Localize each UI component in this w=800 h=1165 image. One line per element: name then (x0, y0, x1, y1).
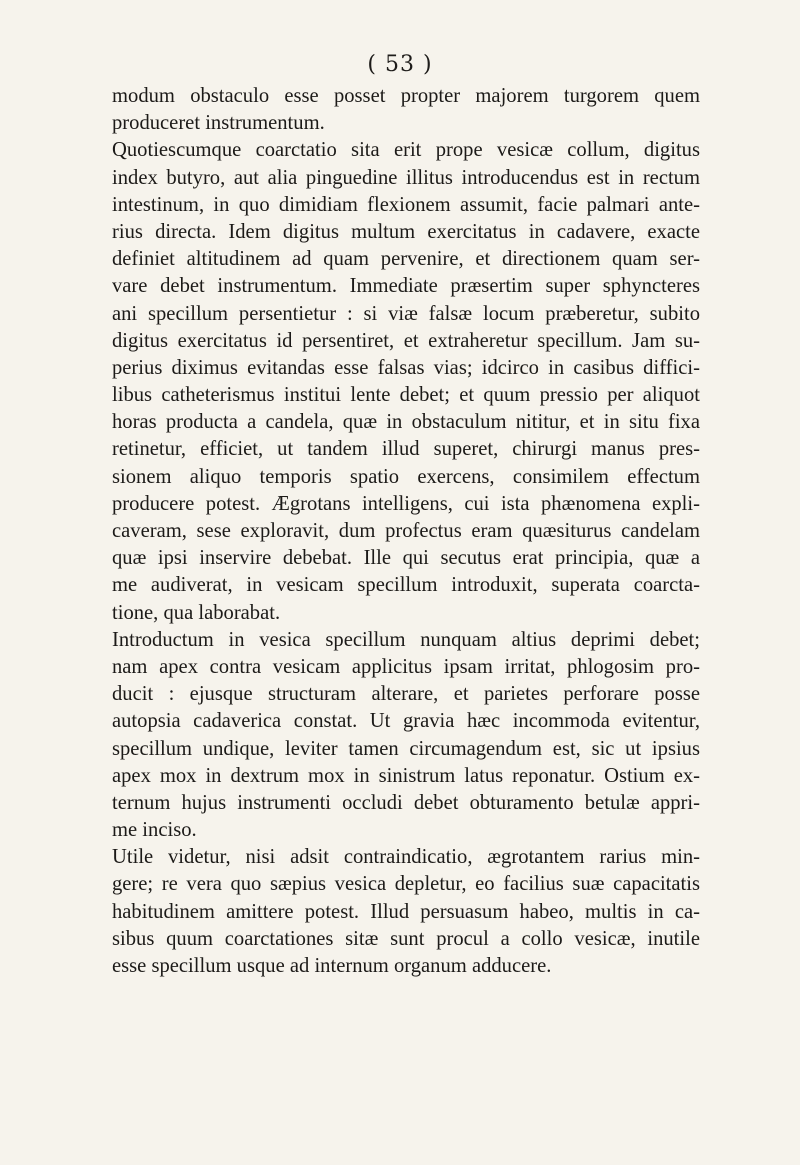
text-line: rius directa. Idem digitus multum exercitatus in cadavere, exacte (112, 220, 700, 243)
text-line: quæ ipsi inservire debebat. Ille qui secutus erat principia, quæ a (112, 547, 700, 570)
text-line: gere; re vera quo sæpius vesica depletur, eo facilius suæ capacitatis (112, 873, 700, 896)
text-line: sionem aliquo temporis spatio exercens, consimilem effectum (112, 465, 700, 488)
text-line: ani specillum persentietur : si viæ falsæ locum præberetur, subito (112, 302, 700, 325)
text-line: Utile videtur, nisi adsit contraindicatio, ægrotantem rarius min- (112, 846, 700, 869)
text-line: perius diximus evitandas esse falsas vias; idcirco in casibus diffici- (112, 356, 700, 379)
text-line: produceret instrumentum. (112, 112, 325, 135)
text-line: tione, qua laborabat. (112, 601, 281, 624)
text-line: vare debet instrumentum. Immediate præsertim super sphyncteres (112, 275, 700, 298)
text-line: ducit : ejusque structuram alterare, et parietes perforare posse (112, 683, 700, 706)
text-line: esse specillum usque ad internum organum adducere. (112, 955, 552, 977)
text-line: Quotiescumque coarctatio sita erit prope vesicæ collum, digitus (112, 139, 700, 162)
text-line: definiet altitudinem ad quam pervenire, et directionem quam ser- (112, 248, 700, 271)
text-line: digitus exercitatus id persentiret, et extraheretur specillum. Jam su- (112, 329, 700, 352)
text-line: specillum undique, leviter tamen circumagendum est, sic ut ipsius (112, 737, 700, 760)
text-line: me audiverat, in vesicam specillum introduxit, superata coarcta- (112, 574, 700, 597)
text-line: habitudinem amittere potest. Illud persuasum habeo, multis in ca- (112, 900, 700, 923)
text-line: ternum hujus instrumenti occludi debet obturamento betulæ appri- (112, 791, 700, 814)
text-line: apex mox in dextrum mox in sinistrum latus reponatur. Ostium ex- (112, 764, 700, 787)
body-text (112, 83, 700, 980)
text-line: Introductum in vesica specillum nunquam altius deprimi debet; (112, 628, 700, 651)
text-line: retinetur, efficiet, ut tandem illud superet, chirurgi manus pres- (112, 438, 700, 461)
text-line: me inciso. (112, 819, 197, 842)
text-line: modum obstaculo esse posset propter majorem turgorem quem (112, 85, 700, 107)
page-number: ( 53 ) (367, 52, 433, 77)
text-line: index butyro, aut alia pinguedine illitus introducendus est in rectum (112, 166, 700, 189)
text-line: producere potest. Ægrotans intelligens, cui ista phænomena expli- (112, 492, 700, 515)
text-line: intestinum, in quo dimidiam flexionem assumit, facie palmari ante- (112, 193, 700, 216)
text-line: horas producta a candela, quæ in obstaculum nititur, et in situ fixa (112, 411, 700, 434)
text-line: caveram, sese exploravit, dum profectus eram quæsiturus candelam (112, 520, 700, 542)
text-line: autopsia cadaverica constat. Ut gravia hæc incommoda evitentur, (112, 710, 700, 733)
text-line: libus catheterismus institui lente debet; et quum pressio per aliquot (112, 384, 700, 407)
text-line: sibus quum coarctationes sitæ sunt procul a collo vesicæ, inutile (112, 927, 700, 950)
text-line: nam apex contra vesicam applicitus ipsam irritat, phlogosim pro- (112, 655, 700, 678)
